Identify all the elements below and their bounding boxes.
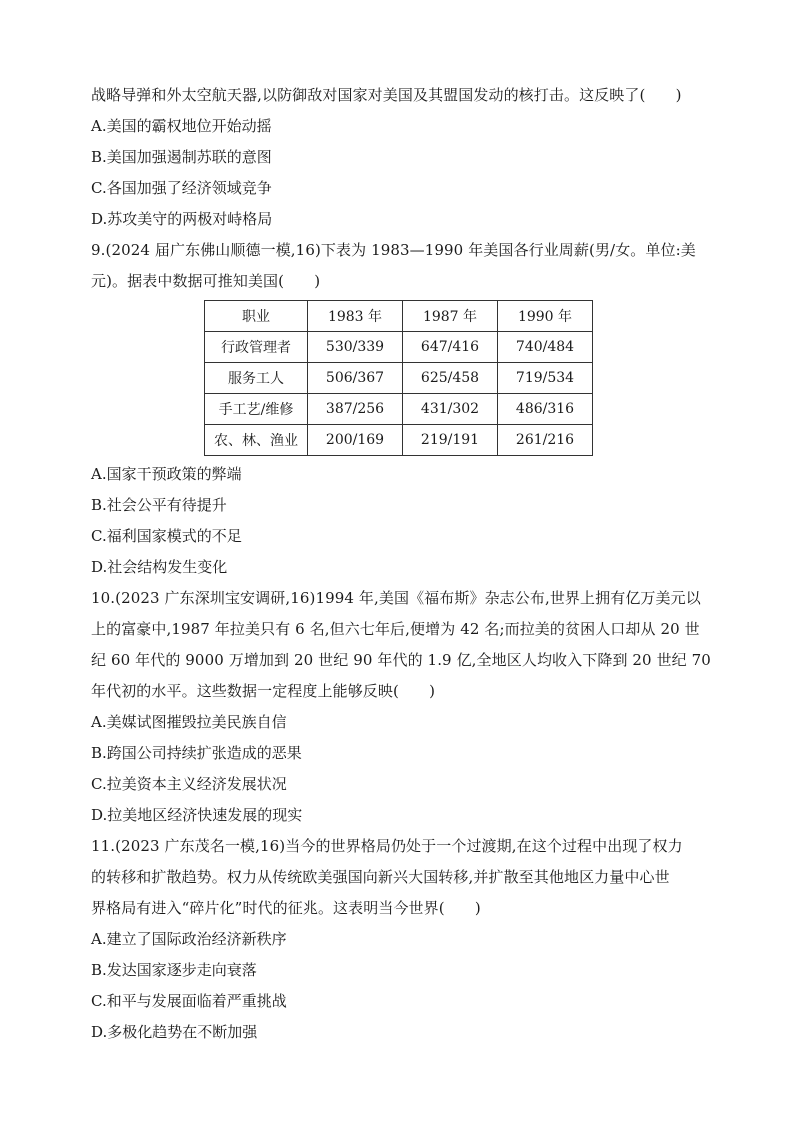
exam-page (91, 80, 711, 1048)
table-header-cell: 1990 年 (498, 301, 593, 332)
q11-stem-line: 的转移和扩散趋势。权力从传统欧美强国向新兴大国转移,并扩散至其他地区力量中心世 (91, 868, 670, 886)
table-cell: 行政管理者 (205, 332, 308, 363)
q10-stem-line: 年代初的水平。这些数据一定程度上能够反映( ) (91, 682, 436, 700)
table-row (205, 363, 593, 394)
q11-stem-line: 11.(2023 广东茂名一模,16)当今的世界格局仍处于一个过渡期,在这个过程中出现了权力 (91, 837, 683, 855)
question-11 (91, 831, 706, 1048)
q10-option-b: B.跨国公司持续扩张造成的恶果 (91, 744, 302, 762)
table-cell: 手工艺/维修 (205, 394, 308, 425)
q9-option-c: C.福利国家模式的不足 (91, 527, 242, 545)
q9-option-a: A.国家干预政策的弊端 (91, 465, 242, 483)
q11-option-c: C.和平与发展面临着严重挑战 (91, 992, 287, 1010)
q10-stem-line: 10.(2023 广东深圳宝安调研,16)1994 年,美国《福布斯》杂志公布,世界上拥有亿万美元以 (91, 589, 701, 607)
table-row (205, 332, 593, 363)
question-10 (91, 583, 711, 831)
q11-option-d: D.多极化趋势在不断加强 (91, 1023, 258, 1041)
q10-stem-line: 上的富豪中,1987 年拉美只有 6 名,但六七年后,便增为 42 名;而拉美的贫困人口却从 20 世 (91, 620, 700, 638)
q9-option-d: D.社会结构发生变化 (91, 558, 228, 576)
table-cell: 219/191 (403, 425, 498, 456)
table-header-cell: 1987 年 (403, 301, 498, 332)
q8-option-c: C.各国加强了经济领域竞争 (91, 179, 272, 197)
table-header-row (205, 301, 593, 332)
q11-option-a: A.建立了国际政治经济新秩序 (91, 930, 287, 948)
q8-option-b: B.美国加强遏制苏联的意图 (91, 148, 272, 166)
table-cell: 农、林、渔业 (205, 425, 308, 456)
table-cell: 740/484 (498, 332, 593, 363)
q8-option-a: A.美国的霸权地位开始动摇 (91, 117, 272, 135)
table-cell: 719/534 (498, 363, 593, 394)
q10-option-c: C.拉美资本主义经济发展状况 (91, 775, 287, 793)
q10-stem-line: 纪 60 年代的 9000 万增加到 20 世纪 90 年代的 1.9 亿,全地区人均收入下降到 20 世纪 70 (91, 651, 711, 669)
q10-option-d: D.拉美地区经济快速发展的现实 (91, 806, 303, 824)
table-cell: 431/302 (403, 394, 498, 425)
table-cell: 530/339 (308, 332, 403, 363)
table-cell: 261/216 (498, 425, 593, 456)
wage-table (204, 300, 593, 456)
q10-option-a: A.美媒试图摧毁拉美民族自信 (91, 713, 287, 731)
table-row (205, 425, 593, 456)
q9-stem-line: 元)。据表中数据可推知美国( ) (91, 272, 321, 290)
q9-option-b: B.社会公平有待提升 (91, 496, 227, 514)
table-cell: 647/416 (403, 332, 498, 363)
table-cell: 200/169 (308, 425, 403, 456)
table-cell: 387/256 (308, 394, 403, 425)
table-header-cell: 1983 年 (308, 301, 403, 332)
q8-option-d: D.苏攻美守的两极对峙格局 (91, 210, 273, 228)
table-header-cell: 职业 (205, 301, 308, 332)
table-cell: 625/458 (403, 363, 498, 394)
question-9 (91, 235, 706, 583)
table-cell: 486/316 (498, 394, 593, 425)
q11-option-b: B.发达国家逐步走向衰落 (91, 961, 257, 979)
q8-stem-tail: 战略导弹和外太空航天器,以防御敌对国家对美国及其盟国发动的核打击。这反映了( ) (91, 86, 682, 104)
q9-stem-line: 9.(2024 届广东佛山顺德一模,16)下表为 1983—1990 年美国各行业周薪(男/女。单位:美 (91, 241, 696, 259)
table-row (205, 394, 593, 425)
table-cell: 服务工人 (205, 363, 308, 394)
q11-stem-line: 界格局有进入“碎片化”时代的征兆。这表明当今世界( ) (91, 899, 481, 917)
table-cell: 506/367 (308, 363, 403, 394)
